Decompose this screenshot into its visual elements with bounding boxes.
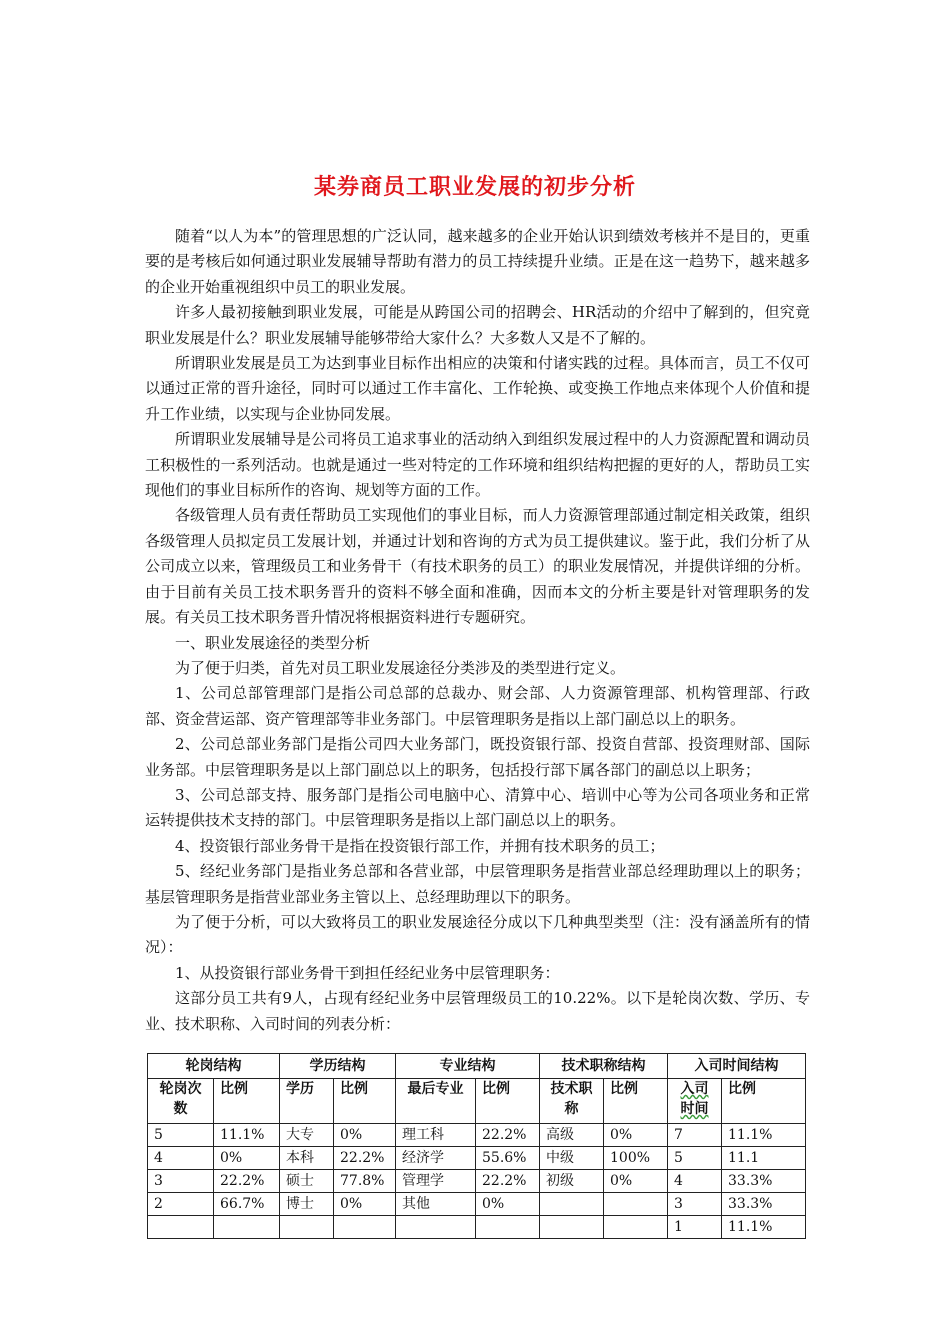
table-cell: 5 (668, 1147, 722, 1170)
table-cell: 管理学 (396, 1170, 476, 1193)
table-subheader: 入司时间 (668, 1079, 722, 1124)
list-item: 2、公司总部业务部门是指公司四大业务部门，既投资银行部、投资自营部、投资理财部、国际业务部。中层管理职务是以上部门副总以上的职务，包括投行部下属各部门的副总以上职务； (145, 735, 810, 779)
table-subheader: 学历 (280, 1079, 334, 1124)
table-subheader: 比例 (334, 1079, 396, 1124)
table-cell: 理工科 (396, 1124, 476, 1147)
paragraph: 为了便于归类，首先对员工职业发展途径分类涉及的类型进行定义。 (175, 658, 626, 677)
table-cell: 22.2% (476, 1124, 540, 1147)
table-cell: 7 (668, 1124, 722, 1147)
table-subheader: 比例 (476, 1079, 540, 1124)
list-item: 3、公司总部支持、服务部门是指公司电脑中心、清算中心、培训中心等为公司各项业务和正常运转提供技术支持的部门。中层管理职务是指以上部门副总以上的职务。 (145, 785, 810, 830)
document-body (145, 224, 810, 1037)
table-cell (540, 1193, 604, 1216)
table-cell: 大专 (280, 1124, 334, 1147)
list-item: 4、投资银行部业务骨干是指在投资银行部工作，并拥有技术职务的员工； (175, 836, 665, 855)
table-cell: 2 (148, 1193, 214, 1216)
table-group-header: 入司时间结构 (668, 1054, 806, 1079)
table-cell (540, 1216, 604, 1239)
table-subheader: 技术职称 (540, 1079, 604, 1124)
table-cell (280, 1216, 334, 1239)
table-row (148, 1147, 806, 1170)
table-group-header: 专业结构 (396, 1054, 540, 1079)
table-cell: 经济学 (396, 1147, 476, 1170)
table-subheader-row (148, 1079, 806, 1124)
table-cell: 初级 (540, 1170, 604, 1193)
table-cell (214, 1216, 280, 1239)
table-cell: 硕士 (280, 1170, 334, 1193)
table-cell: 33.3% (722, 1170, 806, 1193)
table-subheader: 比例 (214, 1079, 280, 1124)
table-cell: 4 (148, 1147, 214, 1170)
table-cell: 11.1% (722, 1124, 806, 1147)
table-row (148, 1170, 806, 1193)
paragraph: 为了便于分析，可以大致将员工的职业发展途径分成以下几种典型类型（注：没有涵盖所有的情况）： (145, 912, 810, 957)
career-structure-table (147, 1053, 806, 1239)
table-group-header: 学历结构 (280, 1054, 396, 1079)
table-cell: 22.2% (214, 1170, 280, 1193)
table-cell: 0% (334, 1193, 396, 1216)
table-cell: 3 (668, 1193, 722, 1216)
table-cell: 22.2% (476, 1170, 540, 1193)
table-cell: 11.1% (214, 1124, 280, 1147)
table-cell: 1 (668, 1216, 722, 1239)
table-cell: 0% (604, 1170, 668, 1193)
table-cell: 0% (214, 1147, 280, 1170)
table-row (148, 1193, 806, 1216)
paragraph: 各级管理人员有责任帮助员工实现他们的事业目标，而人力资源管理部通过制定相关政策，组织各级管理人员拟定员工发展计划，并通过计划和咨询的方式为员工提供建议。鉴于此，我们分析了从公司成立以来，管理级员工和业务骨干（有技术职务的员工）的职业发展情况，并提供详细的分析。由于目前有关员工技术职务晋升的资料不够全面和准确，因而本文的分析主要是针对管理职务的发展。有关员工技术职务晋升情况将根据资料进行专题研究。 (145, 506, 810, 627)
table-cell: 中级 (540, 1147, 604, 1170)
list-item: 5、经纪业务部门是指业务总部和各营业部，中层管理职务是指营业部总经理助理以上的职务；基层管理职务是指营业部业务主管以上、总经理助理以下的职务。 (145, 862, 810, 906)
table-cell: 3 (148, 1170, 214, 1193)
table-cell: 77.8% (334, 1170, 396, 1193)
list-item: 1、公司总部管理部门是指公司总部的总裁办、财会部、人力资源管理部、机构管理部、行政部、资金营运部、资产管理部等非业务部门。中层管理职务是指以上部门副总以上的职务。 (145, 684, 810, 728)
table-cell: 55.6% (476, 1147, 540, 1170)
table-cell (334, 1216, 396, 1239)
table-cell: 100% (604, 1147, 668, 1170)
table-cell: 0% (476, 1193, 540, 1216)
table-cell: 高级 (540, 1124, 604, 1147)
table-row (148, 1124, 806, 1147)
table-cell: 5 (148, 1124, 214, 1147)
paragraph: 所谓职业发展辅导是公司将员工追求事业的活动纳入到组织发展过程中的人力资源配置和调动员工积极性的一系列活动。也就是通过一些对特定的工作环境和组织结构把握的更好的人，帮助员工实现他们的事业目标所作的咨询、规划等方面的工作。 (145, 430, 810, 500)
table-cell: 本科 (280, 1147, 334, 1170)
table-cell: 11.1 (722, 1147, 806, 1170)
table-subheader: 比例 (722, 1079, 806, 1124)
paragraph: 这部分员工共有9人，占现有经纪业务中层管理级员工的10.22%。以下是轮岗次数、学历、专业、技术职称、入司时间的列表分析： (145, 989, 810, 1033)
table-cell: 22.2% (334, 1147, 396, 1170)
table-cell: 33.3% (722, 1193, 806, 1216)
table-cell: 博士 (280, 1193, 334, 1216)
paragraph: 随着“以人为本”的管理思想的广泛认同，越来越多的企业开始认识到绩效考核并不是目的，更重要的是考核后如何通过职业发展辅导帮助有潜力的员工持续提升业绩。正是在这一趋势下，越来越多的企业开始重视组织中员工的职业发展。 (145, 227, 810, 296)
table-cell (604, 1216, 668, 1239)
table-group-header: 轮岗结构 (148, 1054, 280, 1079)
list-item: 1、从投资银行部业务骨干到担任经纪业务中层管理职务： (175, 963, 560, 982)
table-subheader: 轮岗次数 (148, 1079, 214, 1124)
table-cell: 0% (334, 1124, 396, 1147)
table-cell: 11.1% (722, 1216, 806, 1239)
table-cell (476, 1216, 540, 1239)
table-cell: 4 (668, 1170, 722, 1193)
document-title: 某券商员工职业发展的初步分析 (313, 175, 636, 200)
table-cell (604, 1193, 668, 1216)
table-subheader: 最后专业 (396, 1079, 476, 1124)
table-cell: 0% (604, 1124, 668, 1147)
paragraph: 许多人最初接触到职业发展，可能是从跨国公司的招聘会、HR活动的介绍中了解到的，但究竟职业发展是什么？职业发展辅导能够带给大家什么？大多数人又是不了解的。 (145, 303, 810, 347)
table-cell: 其他 (396, 1193, 476, 1216)
table-row (148, 1216, 806, 1239)
table-group-header-row (148, 1054, 806, 1079)
paragraph: 所谓职业发展是员工为达到事业目标作出相应的决策和付诸实践的过程。具体而言，员工不仅可以通过正常的晋升途径，同时可以通过工作丰富化、工作轮换、或变换工作地点来体现个人价值和提升工作业绩，以实现与企业协同发展。 (145, 354, 810, 423)
table-cell (396, 1216, 476, 1239)
table-group-header: 技术职称结构 (540, 1054, 668, 1079)
table-subheader: 比例 (604, 1079, 668, 1124)
table-cell: 66.7% (214, 1193, 280, 1216)
section-heading: 一、职业发展途径的类型分析 (175, 633, 371, 652)
table-cell (148, 1216, 214, 1239)
